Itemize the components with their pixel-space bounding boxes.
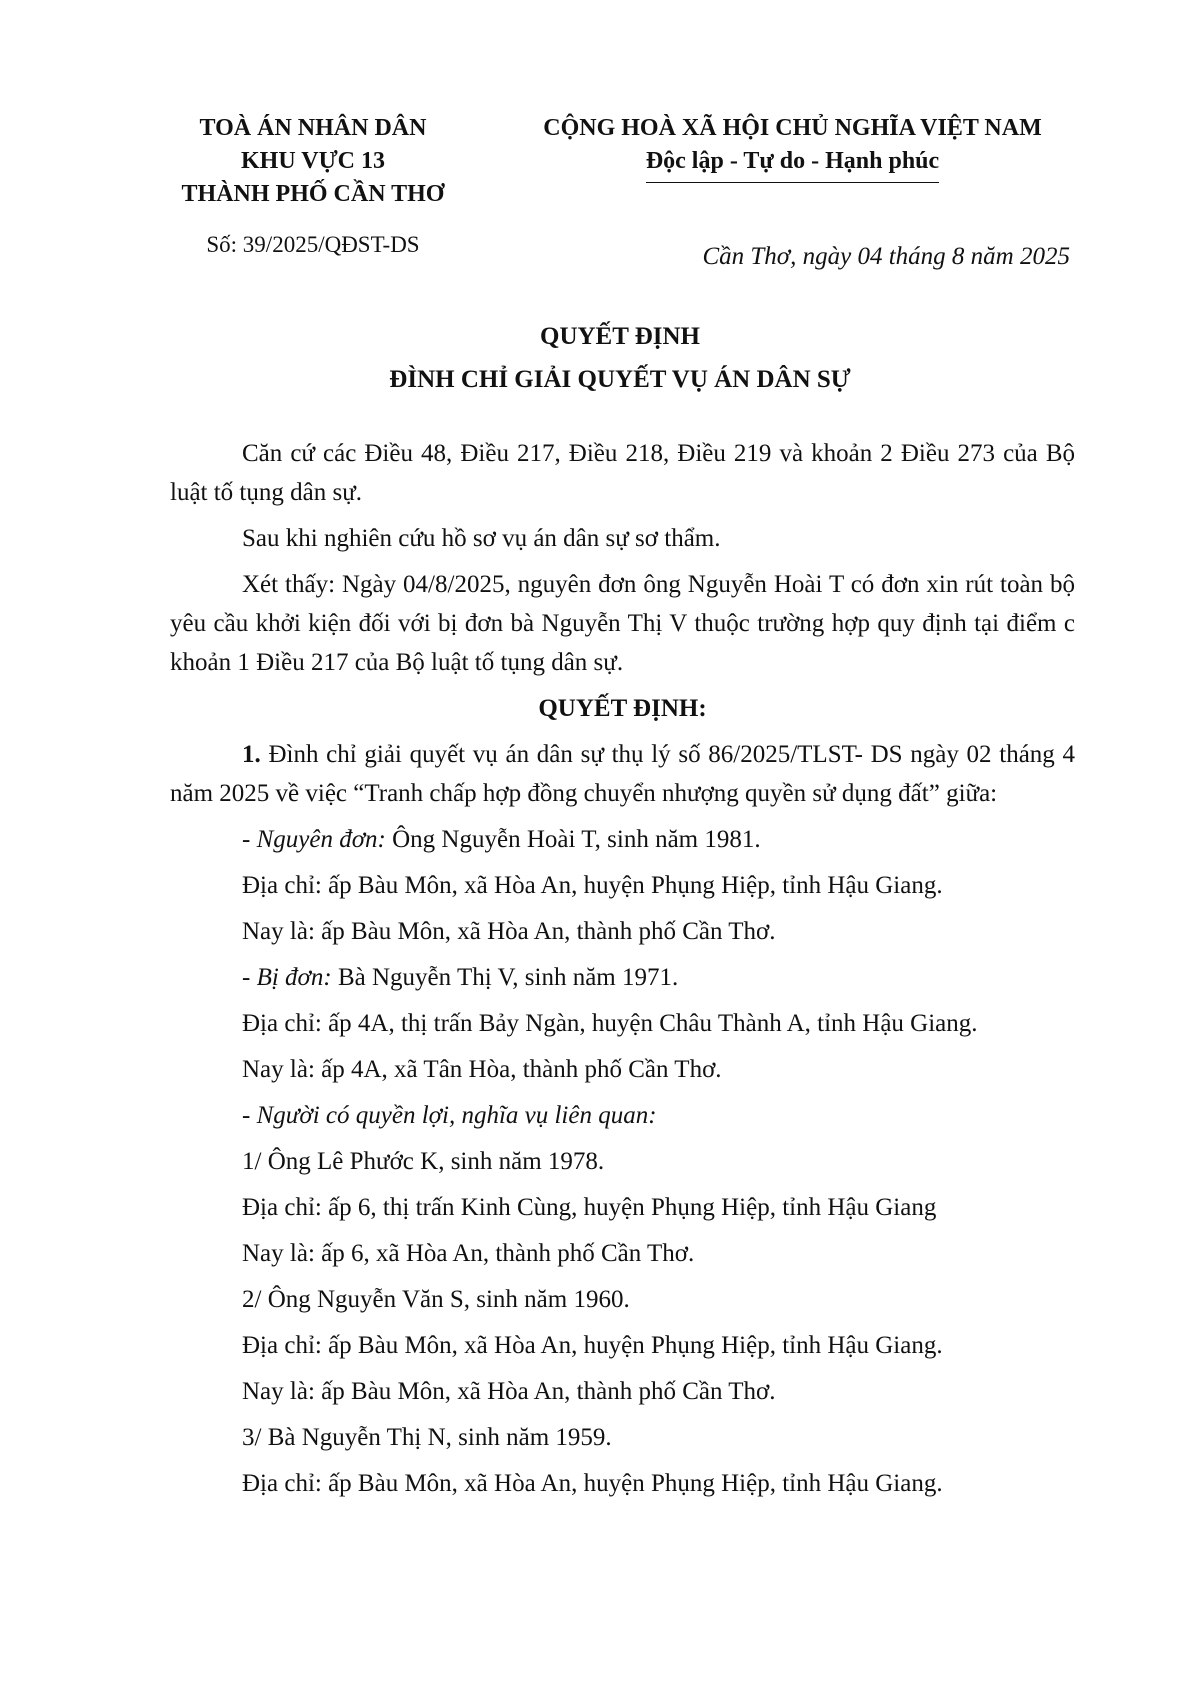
court-header bbox=[148, 112, 478, 211]
plaintiff-line bbox=[170, 820, 1075, 859]
consideration: Xét thấy: Ngày 04/8/2025, nguyên đơn ông Nguyễn Hoài T có đơn xin rút toàn bộ yêu cầu khởi kiện đối với bị đơn bà Nguyễn Thị V thuộc trường hợp quy định tại điểm c khoản 1 Điều 217 của Bộ luật tố tụng dân sự. bbox=[170, 571, 1075, 676]
related-party-3-address: Địa chỉ: ấp Bàu Môn, xã Hòa An, huyện Phụng Hiệp, tỉnh Hậu Giang. bbox=[242, 1470, 943, 1497]
plaintiff-label: - Nguyên đơn: bbox=[242, 826, 386, 853]
document-subtitle: ĐÌNH CHỈ GIẢI QUYẾT VỤ ÁN DÂN SỰ bbox=[389, 366, 851, 393]
plaintiff-current-address: Nay là: ấp Bàu Môn, xã Hòa An, thành phố Cần Thơ. bbox=[242, 918, 776, 945]
plaintiff-name: Ông Nguyễn Hoài T, sinh năm 1981. bbox=[385, 826, 761, 853]
decision-heading: QUYẾT ĐỊNH: bbox=[538, 695, 707, 722]
document-body bbox=[170, 434, 1075, 1510]
defendant-current-address: Nay là: ấp 4A, xã Tân Hòa, thành phố Cần Thơ. bbox=[242, 1056, 722, 1083]
defendant-label: - Bị đơn: bbox=[242, 964, 332, 991]
defendant-address: Địa chỉ: ấp 4A, thị trấn Bảy Ngàn, huyện Châu Thành A, tỉnh Hậu Giang. bbox=[242, 1010, 978, 1037]
related-party-2-address: Địa chỉ: ấp Bàu Môn, xã Hòa An, huyện Phụng Hiệp, tỉnh Hậu Giang. bbox=[242, 1332, 943, 1359]
court-name-line1: TOÀ ÁN NHÂN DÂN bbox=[199, 115, 427, 141]
related-party-1-address: Địa chỉ: ấp 6, thị trấn Kinh Cùng, huyện Phụng Hiệp, tỉnh Hậu Giang bbox=[242, 1194, 937, 1221]
item-number: 1. bbox=[242, 741, 261, 768]
related-party-2: 2/ Ông Nguyễn Văn S, sinh năm 1960. bbox=[242, 1286, 630, 1313]
related-party-3: 3/ Bà Nguyễn Thị N, sinh năm 1959. bbox=[242, 1424, 612, 1451]
national-header bbox=[515, 112, 1070, 183]
document-number: Số: 39/2025/QĐST-DS bbox=[206, 232, 420, 257]
defendant-name: Bà Nguyễn Thị V, sinh năm 1971. bbox=[331, 964, 679, 991]
decision-item-1 bbox=[170, 735, 1075, 813]
related-party-1-current-address: Nay là: ấp 6, xã Hòa An, thành phố Cần Thơ. bbox=[242, 1240, 695, 1267]
national-motto: Độc lập - Tự do - Hạnh phúc bbox=[646, 145, 939, 183]
related-party-1: 1/ Ông Lê Phước K, sinh năm 1978. bbox=[242, 1148, 605, 1175]
country-name: CỘNG HOÀ XÃ HỘI CHỦ NGHĨA VIỆT NAM bbox=[543, 115, 1042, 141]
related-parties-label: - Người có quyền lợi, nghĩa vụ liên quan: bbox=[242, 1102, 657, 1129]
court-name-line3: THÀNH PHỐ CẦN THƠ bbox=[181, 181, 445, 207]
court-name-line2: KHU VỰC 13 bbox=[241, 148, 385, 174]
plaintiff-address: Địa chỉ: ấp Bàu Môn, xã Hòa An, huyện Phụng Hiệp, tỉnh Hậu Giang. bbox=[242, 872, 943, 899]
defendant-line bbox=[170, 958, 1075, 997]
document-title: QUYẾT ĐỊNH bbox=[540, 323, 700, 350]
place-date: Cần Thơ, ngày 04 tháng 8 năm 2025 bbox=[702, 243, 1070, 270]
legal-basis: Căn cứ các Điều 48, Điều 217, Điều 218, Điều 219 và khoản 2 Điều 273 của Bộ luật tố tụng dân sự. bbox=[170, 440, 1075, 506]
study-statement: Sau khi nghiên cứu hồ sơ vụ án dân sự sơ thẩm. bbox=[242, 525, 721, 552]
related-party-2-current-address: Nay là: ấp Bàu Môn, xã Hòa An, thành phố Cần Thơ. bbox=[242, 1378, 776, 1405]
item-text: Đình chỉ giải quyết vụ án dân sự thụ lý số 86/2025/TLST- DS ngày 02 tháng 4 năm 2025 về việc “Tranh chấp hợp đồng chuyển nhượng quyền sử dụng đất” giữa: bbox=[170, 741, 1075, 807]
